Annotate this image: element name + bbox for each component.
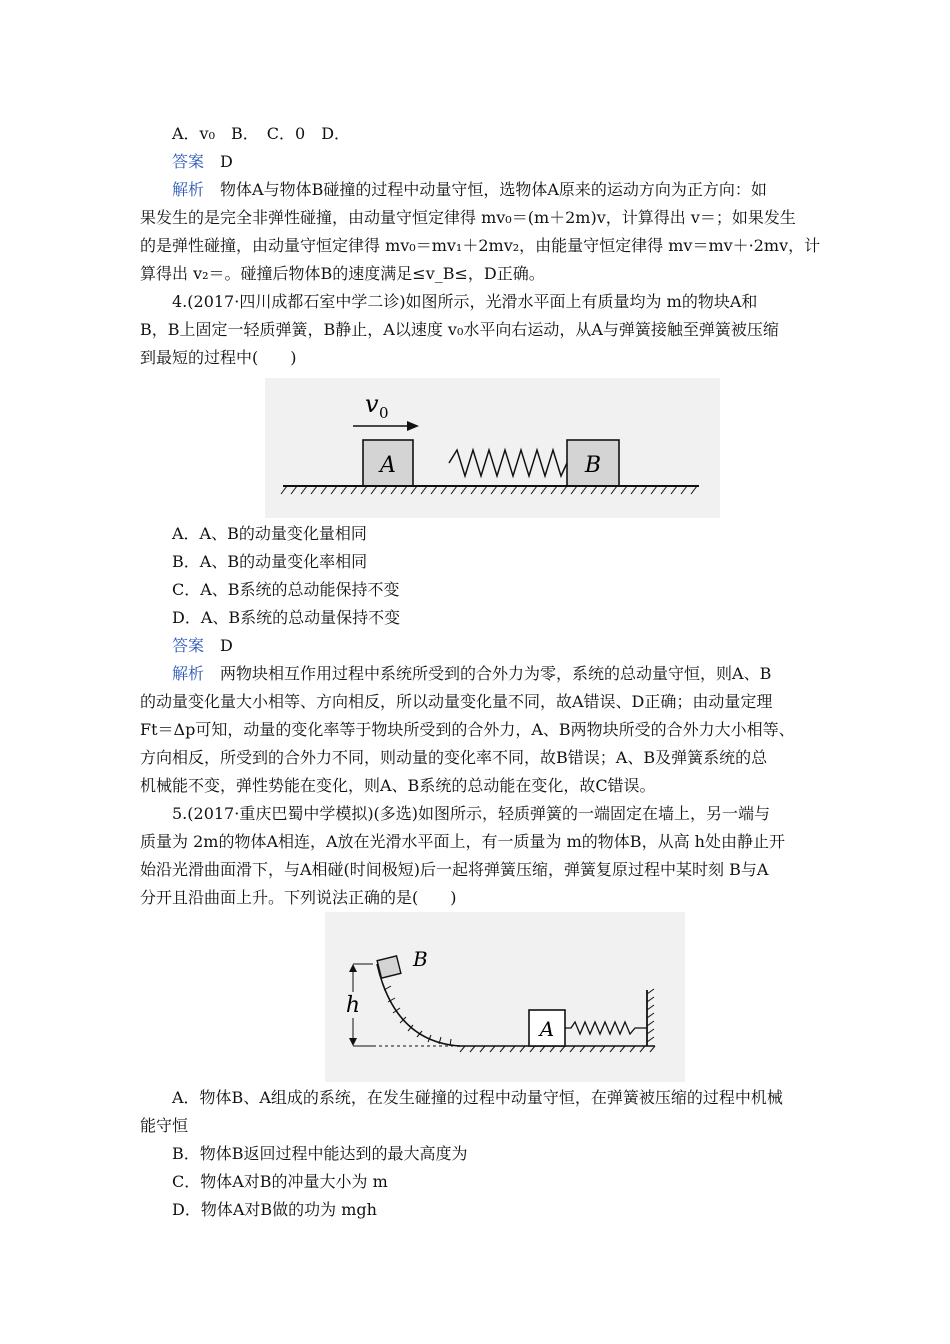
q3-analysis-text-1: 物体A与物体B碰撞的过程中动量守恒，选物体A原来的运动方向为正方向：如 [220, 180, 767, 199]
q4-answer: D [220, 636, 233, 655]
q4-block-b-label: B [584, 453, 602, 478]
q3-answer: D [220, 152, 233, 171]
q5-height-label: h [345, 993, 361, 1018]
q4-velocity-label: v [365, 390, 379, 418]
q4-analysis-line-2: 的动量变化量大小相等、方向相反，所以动量变化量不同，故A错误、D正确；由动量定理 [140, 692, 773, 711]
q4-analysis-line-3: Ft＝Δp可知，动量的变化率等于物块所受到的合外力，A、B两物块所受的合外力大小相等、 [140, 720, 795, 739]
q3-options: A．v₀ B． C．0 D． [172, 124, 351, 143]
q4-block-a-label: A [380, 453, 396, 478]
q3-analysis-line-1 [172, 180, 862, 200]
q5-stem-line-2: 质量为 2m的物体A相连，A放在光滑水平面上，有一质量为 m的物体B，从高 h处由静止开 [140, 832, 785, 851]
q5-stem-line-4: 分开且沿曲面上升。下列说法正确的是( ) [140, 888, 457, 907]
q4-analysis-line-1 [172, 664, 862, 684]
q5-option-d: D．物体A对B做的功为 mgh [172, 1200, 377, 1219]
q4-stem-line-1: 4.(2017·四川成都石室中学二诊)如图所示，光滑水平面上有质量均为 m的物块A和 [172, 292, 758, 311]
q4-analysis-line-4: 方向相反，所受到的合外力不同，则动量的变化率不同，故B错误；A、B及弹簧系统的总 [140, 748, 768, 767]
q4-analysis-tag: 解析 [172, 664, 205, 683]
q4-option-c: C．A、B系统的总动能保持不变 [172, 580, 400, 599]
q4-option-d: D．A、B系统的总动量保持不变 [172, 608, 401, 627]
q5-option-b: B．物体B返回过程中能达到的最大高度为 [172, 1144, 468, 1163]
q3-analysis-tag: 解析 [172, 180, 205, 199]
q4-option-b: B．A、B的动量变化率相同 [172, 552, 368, 571]
q4-stem-line-2: B，B上固定一轻质弹簧，B静止，A以速度 v₀水平向右运动，从A与弹簧接触至弹簧被压缩 [140, 320, 779, 339]
q4-answer-tag: 答案 [172, 636, 205, 655]
q3-analysis-line-3: 的是弹性碰撞，由动量守恒定律得 mv₀＝mv₁＋2mv₂，由能量守恒定律得 mv＝mv＋·2mv，计 [140, 236, 821, 255]
q3-analysis-line-4: 算得出 v₂＝。碰撞后物体B的速度满足≤v_B≤，D正确。 [140, 264, 545, 283]
q5-block-b [377, 956, 401, 978]
q3-answer-line [172, 152, 862, 172]
q5-stem-line-1: 5.(2017·重庆巴蜀中学模拟)(多选)如图所示，轻质弹簧的一端固定在墙上，另一端与 [172, 804, 771, 823]
q4-option-a: A．A、B的动量变化量相同 [172, 524, 367, 543]
q5-block-b-label: B [413, 947, 428, 971]
q5-stem-line-3: 始沿光滑曲面滑下，与A相碰(时间极短)后一起将弹簧压缩，弹簧复原过程中某时刻 B与A [140, 860, 769, 879]
q4-answer-line [172, 636, 862, 656]
q5-block-a-label: A [539, 1017, 555, 1041]
q4-velocity-sub: 0 [379, 404, 389, 422]
q3-answer-tag: 答案 [172, 152, 205, 171]
q3-analysis-line-2: 果发生的是完全非弹性碰撞，由动量守恒定律得 mv₀＝(m＋2m)v，计算得出 v＝；如果发生 [140, 208, 796, 227]
q5-option-a-line-1: A．物体B、A组成的系统，在发生碰撞的过程中动量守恒，在弹簧被压缩的过程中机械 [172, 1088, 783, 1107]
q5-option-c: C．物体A对B的冲量大小为 m [172, 1172, 388, 1191]
q5-figure [325, 912, 685, 1082]
q4-analysis-text-1: 两物块相互作用过程中系统所受到的合外力为零，系统的总动量守恒，则A、B [220, 664, 772, 683]
q5-option-a-line-2: 能守恒 [140, 1116, 189, 1135]
q4-figure [265, 378, 720, 518]
q4-stem-line-3: 到最短的过程中( ) [140, 348, 297, 367]
q4-analysis-line-5: 机械能不变，弹性势能在变化，则A、B系统的总动能在变化，故C错误。 [140, 776, 656, 795]
